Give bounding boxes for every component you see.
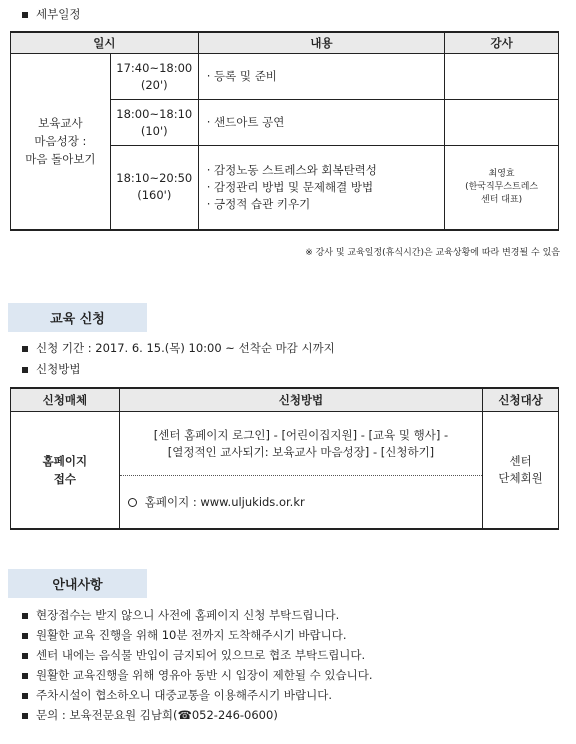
notice-section-header: 안내사항 [8, 569, 147, 598]
schedule-section-label: 세부일정 [22, 6, 80, 22]
table-row [11, 54, 559, 100]
schedule-note: ※ 강사 및 교육일정(휴식시간)은 교육상황에 따라 변경될 수 있음 [305, 248, 560, 258]
schedule-header-row [11, 32, 559, 54]
content-cell: · 샌드아트 공연 [198, 100, 444, 146]
circle-bullet-icon [128, 498, 137, 507]
program-group-label: 보육교사 마음성장 : 마음 돌아보기 [11, 54, 111, 230]
target-cell: 센터 단체회원 [483, 412, 559, 530]
medium-cell: 홈페이지 접수 [11, 412, 120, 530]
schedule-table [10, 31, 559, 231]
square-bullet-icon [22, 346, 28, 352]
header-medium: 신청매체 [11, 388, 120, 412]
notice-item: 현장접수는 받지 않으니 사전에 홈페이지 신청 부탁드립니다. [22, 607, 339, 623]
table-row [11, 412, 559, 530]
content-cell: · 감정노동 스트레스와 회복탄력성 · 감정관리 방법 및 문제해결 방법 · 긍정적 습관 키우기 [198, 146, 444, 230]
time-cell: 18:10~20:50 (160') [110, 146, 198, 230]
square-bullet-icon [22, 633, 28, 639]
content-cell: · 등록 및 준비 [198, 54, 444, 100]
header-content: 내용 [198, 32, 444, 54]
instructor-cell [445, 54, 559, 100]
application-method-label: 신청방법 [22, 361, 80, 377]
notice-item: 센터 내에는 음식물 반입이 금지되어 있으므로 협조 부탁드립니다. [22, 647, 365, 663]
square-bullet-icon [22, 693, 28, 699]
square-bullet-icon [22, 713, 28, 719]
application-header-row [11, 388, 559, 412]
instructor-cell [445, 100, 559, 146]
homepage-link[interactable]: 홈페이지 : www.uljukids.or.kr [144, 495, 305, 509]
application-period: 신청 기간 : 2017. 6. 15.(목) 10:00 ~ 선착순 마감 시까지 [22, 340, 335, 356]
application-path: [센터 홈페이지 로그인] - [어린이집지원] - [교육 및 행사] - [열정적인 교사되기: 보육교사 마음성장] - [신청하기] [120, 412, 482, 476]
notice-item: 주차시설이 협소하오니 대중교통을 이용해주시기 바랍니다. [22, 687, 332, 703]
time-cell: 17:40~18:00 (20') [110, 54, 198, 100]
square-bullet-icon [22, 367, 28, 373]
notice-item: 원활한 교육 진행을 위해 10분 전까지 도착해주시기 바랍니다. [22, 627, 347, 643]
instructor-cell: 최영효 (한국직무스트레스 센터 대표) [445, 146, 559, 230]
homepage-line [120, 476, 482, 528]
header-target: 신청대상 [483, 388, 559, 412]
square-bullet-icon [22, 613, 28, 619]
application-section-header: 교육 신청 [8, 303, 147, 332]
application-table [10, 387, 559, 530]
notice-item-contact: 문의 : 보육전문요원 김남희(☎052-246-0600) [22, 707, 278, 723]
notice-item: 원활한 교육진행을 위해 영유아 동반 시 입장이 제한될 수 있습니다. [22, 667, 373, 683]
square-bullet-icon [22, 653, 28, 659]
header-instructor: 강사 [445, 32, 559, 54]
time-cell: 18:00~18:10 (10') [110, 100, 198, 146]
square-bullet-icon [22, 673, 28, 679]
header-method: 신청방법 [119, 388, 482, 412]
header-datetime: 일시 [11, 32, 199, 54]
square-bullet-icon [22, 12, 28, 18]
method-cell [119, 412, 482, 530]
